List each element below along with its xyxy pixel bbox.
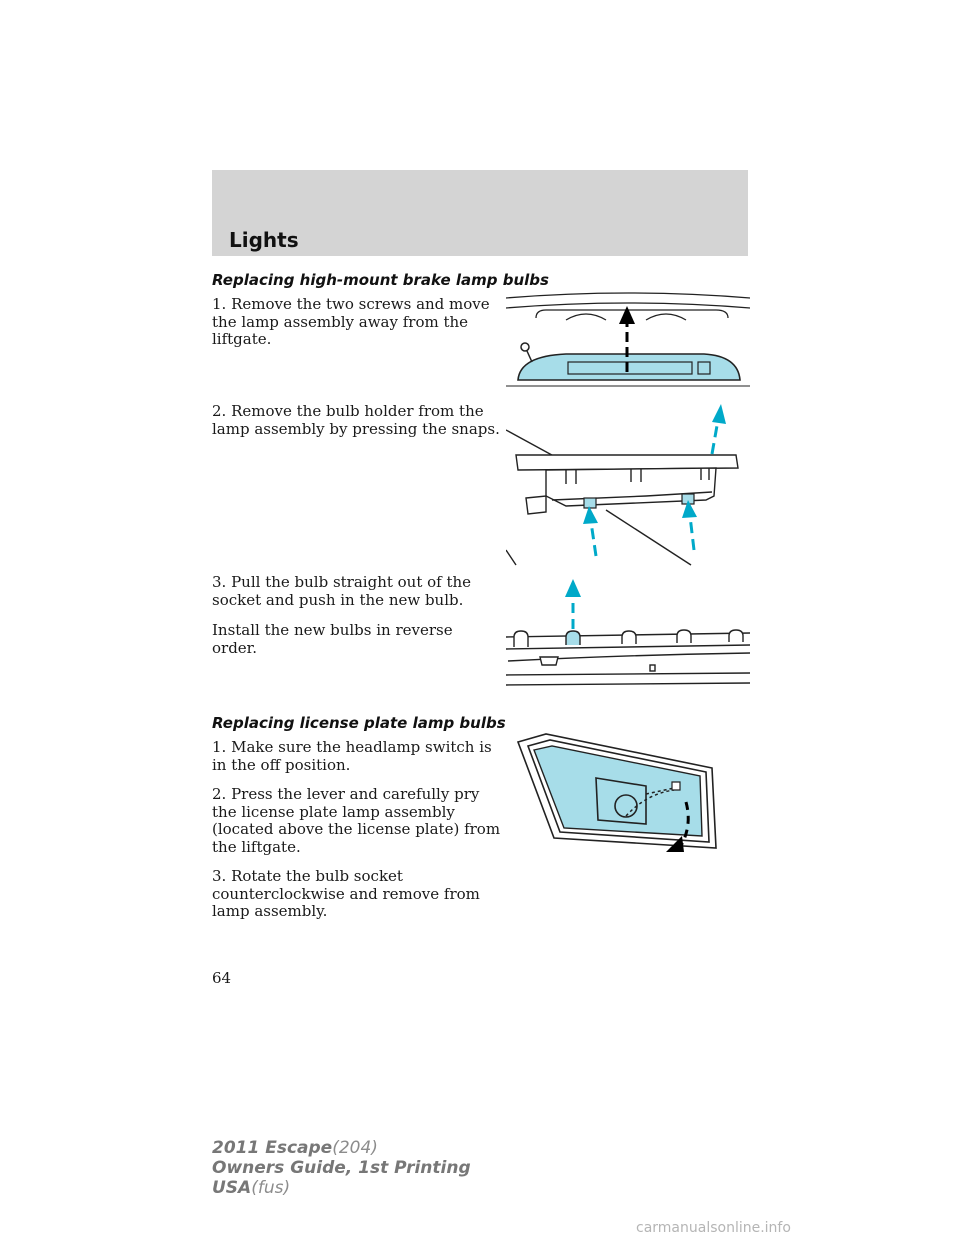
footer-print-info (212, 1138, 471, 1198)
step-pry-assembly: 2. Press the lever and carefully pry the license plate lamp assembly (located above the license plate) from the liftgate. (212, 785, 501, 856)
step-install-reverse: Install the new bulbs in reverse order. (212, 621, 453, 657)
figure-lamp-removal (506, 290, 750, 390)
footer-market-code: (fus) (251, 1178, 291, 1198)
step-rotate-socket: 3. Rotate the bulb socket counterclockwise and remove from lamp assembly. (212, 867, 480, 920)
footer-model-code: (204) (332, 1138, 378, 1158)
step-remove-screws: 1. Remove the two screws and move the lamp assembly away from the liftgate. (212, 295, 490, 348)
page-number: 64 (212, 969, 232, 987)
figure-bulb-sockets (506, 575, 750, 690)
heading-high-mount-brake: Replacing high-mount brake lamp bulbs (212, 271, 549, 289)
heading-license-plate: Replacing license plate lamp bulbs (212, 714, 506, 732)
figure-bulb-holder-snaps (506, 400, 750, 570)
step-remove-bulb-holder: 2. Remove the bulb holder from the lamp assembly by pressing the snaps. (212, 402, 500, 438)
watermark: carmanualsonline.info (636, 1220, 791, 1236)
step-pull-bulb: 3. Pull the bulb straight out of the socket and push in the new bulb. (212, 573, 472, 609)
figure-license-plate-lamp (506, 728, 750, 858)
section-title: Lights (229, 228, 299, 252)
footer-market: USA (212, 1178, 252, 1198)
footer-guide: Owners Guide, 1st Printing (212, 1158, 471, 1178)
footer-model: 2011 Escape (212, 1138, 333, 1158)
step-headlamp-off: 1. Make sure the headlamp switch is in the off position. (212, 738, 492, 774)
